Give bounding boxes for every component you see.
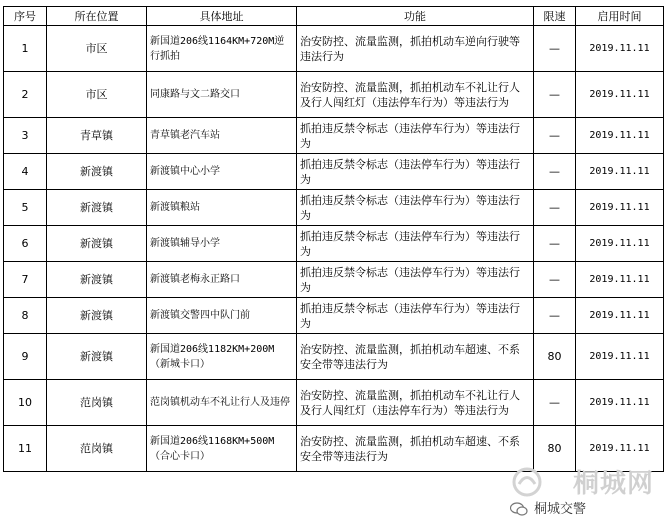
watermark-logo-text: 桐城网 [572, 469, 654, 499]
cell-speed: — [534, 380, 576, 426]
cell-seq: 9 [4, 334, 47, 380]
cell-address: 青草镇老汽车站 [147, 118, 297, 154]
cell-speed: — [534, 26, 576, 72]
cell-address: 新国道206线1182KM+200M（新城卡口） [147, 334, 297, 380]
cell-date: 2019.11.11 [576, 298, 664, 334]
cell-address: 新国道206线1164KM+720M逆行抓拍 [147, 26, 297, 72]
cell-speed: — [534, 118, 576, 154]
cell-date: 2019.11.11 [576, 72, 664, 118]
table-row [4, 226, 664, 262]
cell-seq: 1 [4, 26, 47, 72]
cell-area: 市区 [47, 72, 147, 118]
cell-area: 市区 [47, 26, 147, 72]
header-seq: 序号 [4, 7, 47, 26]
cell-date: 2019.11.11 [576, 262, 664, 298]
watermark-account-name: 桐城交警 [534, 502, 587, 517]
table-row [4, 334, 664, 380]
cell-function: 抓拍违反禁令标志（违法停车行为）等违法行为 [297, 154, 534, 190]
header-address: 具体地址 [147, 7, 297, 26]
watermark [510, 461, 660, 519]
cell-date: 2019.11.11 [576, 334, 664, 380]
table-row [4, 26, 664, 72]
cell-date: 2019.11.11 [576, 190, 664, 226]
tongcheng-logo-mark-icon [510, 465, 544, 499]
table-row [4, 72, 664, 118]
cell-address: 新渡镇粮站 [147, 190, 297, 226]
cell-function: 治安防控、流量监测，抓拍机动车超速、不系安全带等违法行为 [297, 334, 534, 380]
cell-seq: 11 [4, 426, 47, 472]
cell-area: 青草镇 [47, 118, 147, 154]
cell-address: 新渡镇交警四中队门前 [147, 298, 297, 334]
cell-seq: 3 [4, 118, 47, 154]
cell-date: 2019.11.11 [576, 226, 664, 262]
cell-function: 抓拍违反禁令标志（违法停车行为）等违法行为 [297, 190, 534, 226]
cell-seq: 6 [4, 226, 47, 262]
cell-date: 2019.11.11 [576, 380, 664, 426]
cell-area: 新渡镇 [47, 154, 147, 190]
wechat-icon [510, 502, 528, 516]
table-row [4, 190, 664, 226]
cell-seq: 2 [4, 72, 47, 118]
cell-seq: 4 [4, 154, 47, 190]
table-row [4, 298, 664, 334]
cell-function: 治安防控、流量监测，抓拍机动车不礼让行人及行人闯红灯（违法停车行为）等违法行为 [297, 72, 534, 118]
table-row [4, 154, 664, 190]
cell-function: 抓拍违反禁令标志（违法停车行为）等违法行为 [297, 226, 534, 262]
header-row [4, 7, 664, 26]
cell-function: 抓拍违反禁令标志（违法停车行为）等违法行为 [297, 118, 534, 154]
header-date: 启用时间 [576, 7, 664, 26]
camera-locations-table [3, 6, 664, 472]
header-speed: 限速 [534, 7, 576, 26]
cell-date: 2019.11.11 [576, 118, 664, 154]
cell-speed: 80 [534, 426, 576, 472]
cell-address: 新渡镇中心小学 [147, 154, 297, 190]
cell-speed: — [534, 72, 576, 118]
cell-seq: 10 [4, 380, 47, 426]
cell-speed: — [534, 190, 576, 226]
cell-function: 抓拍违反禁令标志（违法停车行为）等违法行为 [297, 262, 534, 298]
cell-address: 新渡镇老梅永正路口 [147, 262, 297, 298]
table-row [4, 118, 664, 154]
cell-date: 2019.11.11 [576, 26, 664, 72]
cell-area: 范岗镇 [47, 426, 147, 472]
cell-function: 治安防控、流量监测，抓拍机动车不礼让行人及行人闯红灯（违法停车行为）等违法行为 [297, 380, 534, 426]
cell-speed: — [534, 226, 576, 262]
cell-area: 新渡镇 [47, 298, 147, 334]
cell-seq: 7 [4, 262, 47, 298]
cell-address: 范岗镇机动车不礼让行人及违停 [147, 380, 297, 426]
cell-speed: 80 [534, 334, 576, 380]
cell-area: 新渡镇 [47, 226, 147, 262]
cell-address: 新国道206线1168KM+500M（合心卡口） [147, 426, 297, 472]
cell-date: 2019.11.11 [576, 426, 664, 472]
cell-function: 治安防控、流量监测，抓拍机动车超速、不系安全带等违法行为 [297, 426, 534, 472]
cell-area: 新渡镇 [47, 262, 147, 298]
cell-speed: — [534, 298, 576, 334]
cell-speed: — [534, 262, 576, 298]
table-row [4, 380, 664, 426]
cell-area: 新渡镇 [47, 334, 147, 380]
cell-address: 新渡镇辅导小学 [147, 226, 297, 262]
table-row [4, 262, 664, 298]
cell-function: 抓拍违反禁令标志（违法停车行为）等违法行为 [297, 298, 534, 334]
cell-area: 新渡镇 [47, 190, 147, 226]
cell-speed: — [534, 154, 576, 190]
cell-function: 治安防控、流量监测，抓拍机动车逆向行驶等违法行为 [297, 26, 534, 72]
cell-date: 2019.11.11 [576, 154, 664, 190]
cell-seq: 8 [4, 298, 47, 334]
cell-seq: 5 [4, 190, 47, 226]
header-area: 所在位置 [47, 7, 147, 26]
cell-area: 范岗镇 [47, 380, 147, 426]
cell-address: 同康路与文二路交口 [147, 72, 297, 118]
header-function: 功能 [297, 7, 534, 26]
